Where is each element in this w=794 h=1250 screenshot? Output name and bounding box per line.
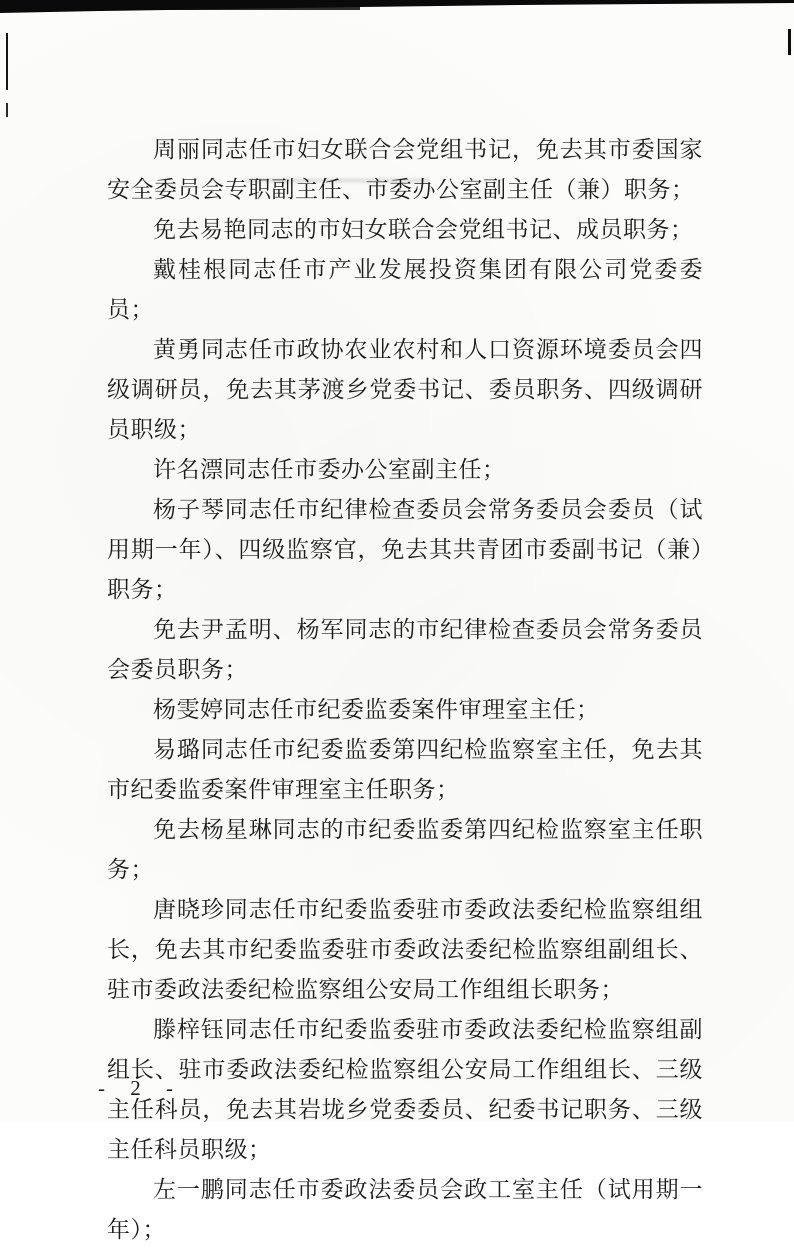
left-edge-scan-artifact [6, 33, 8, 90]
left-edge-scan-dash [6, 103, 8, 117]
paragraph: 滕梓钰同志任市纪委监委驻市委政法委纪检监察组副组长、驻市委政法委纪检监察组公安局工作组组长、三级主任科员，免去其岩垅乡党委委员、纪委书记职务、三级主任科员职级； [107, 1017, 703, 1162]
paragraph: 黄勇同志任市政协农业农村和人口资源环境委员会四级调研员，免去其茅渡乡党委书记、委员职务、四级调研员职级； [107, 337, 703, 442]
right-edge-scan-artifact [788, 29, 791, 55]
paragraph: 免去杨星琳同志的市纪委监委第四纪检监察室主任职务； [107, 817, 703, 882]
paragraph: 易璐同志任市纪委监委第四纪检监察室主任，免去其市纪委监委案件审理室主任职务； [107, 737, 703, 802]
paragraph: 戴桂根同志任市产业发展投资集团有限公司党委委员； [107, 257, 703, 322]
paragraph: 许名漂同志任市委办公室副主任； [153, 457, 506, 482]
paragraph: 唐晓珍同志任市纪委监委驻市委政法委纪检监察组组长，免去其市纪委监委驻市委政法委纪检监察组副组长、驻市委政法委纪检监察组公安局工作组组长职务； [107, 897, 703, 1002]
page-number: - 2 - [98, 1076, 179, 1100]
scan-band-artifact [0, 0, 794, 14]
paragraph: 免去易艳同志的市妇女联合会党组书记、成员职务； [153, 217, 694, 242]
paragraph: 杨雯婷同志任市纪委监委案件审理室主任； [153, 697, 600, 722]
document-body [107, 130, 703, 1250]
paragraph: 杨子琴同志任市纪律检查委员会常务委员会委员（试用期一年）、四级监察官，免去其共青团市委副书记（兼）职务； [107, 497, 703, 602]
paragraph: 左一鹏同志任市委政法委员会政工室主任（试用期一年）； [107, 1177, 703, 1242]
paragraph: 免去尹孟明、杨军同志的市纪律检查委员会常务委员会委员职务； [107, 617, 703, 682]
paragraph: 周丽同志任市妇女联合会党组书记，免去其市委国家安全委员会专职副主任、市委办公室副主任（兼）职务； [107, 137, 703, 202]
